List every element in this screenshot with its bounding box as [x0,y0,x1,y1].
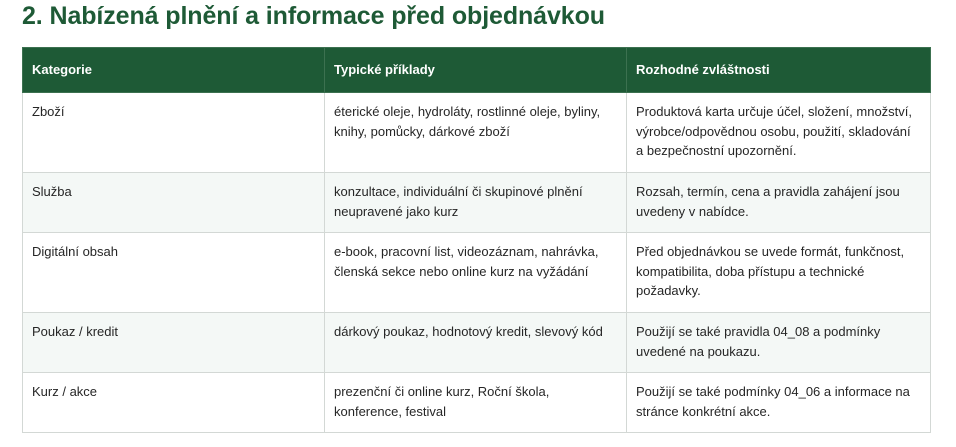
offer-table [22,47,931,433]
cell-examples: prezenční či online kurz, Roční škola, konference, festival [325,373,627,433]
column-header-category: Kategorie [23,48,325,93]
cell-category: Kurz / akce [23,373,325,433]
table-row [23,173,931,233]
cell-specifics: Rozsah, termín, cena a pravidla zahájení jsou uvedeny v nabídce. [627,173,931,233]
table-header [23,48,931,93]
cell-specifics: Produktová karta určuje účel, složení, množství, výrobce/odpovědnou osobu, použití, skladování a bezpečnostní upozornění. [627,93,931,173]
table-row [23,233,931,313]
cell-category: Zboží [23,93,325,173]
column-header-examples: Typické příklady [325,48,627,93]
cell-examples: konzultace, individuální či skupinové plnění neupravené jako kurz [325,173,627,233]
cell-category: Poukaz / kredit [23,313,325,373]
cell-examples: e-book, pracovní list, videozáznam, nahrávka, členská sekce nebo online kurz na vyžádání [325,233,627,313]
cell-specifics: Použijí se také podmínky 04_06 a informace na stránce konkrétní akce. [627,373,931,433]
cell-category: Služba [23,173,325,233]
cell-specifics: Před objednávkou se uvede formát, funkčnost, kompatibilita, doba přístupu a technické požadavky. [627,233,931,313]
table-row [23,93,931,173]
cell-examples: éterické oleje, hydroláty, rostlinné oleje, byliny, knihy, pomůcky, dárkové zboží [325,93,627,173]
table-body [23,93,931,433]
table-row [23,313,931,373]
cell-specifics: Použijí se také pravidla 04_08 a podmínky uvedené na poukazu. [627,313,931,373]
cell-category: Digitální obsah [23,233,325,313]
page-title: 2. Nabízená plnění a informace před objednávkou [22,2,605,30]
table-row [23,373,931,433]
table-header-row [23,48,931,93]
column-header-specifics: Rozhodné zvláštnosti [627,48,931,93]
cell-examples: dárkový poukaz, hodnotový kredit, slevový kód [325,313,627,373]
